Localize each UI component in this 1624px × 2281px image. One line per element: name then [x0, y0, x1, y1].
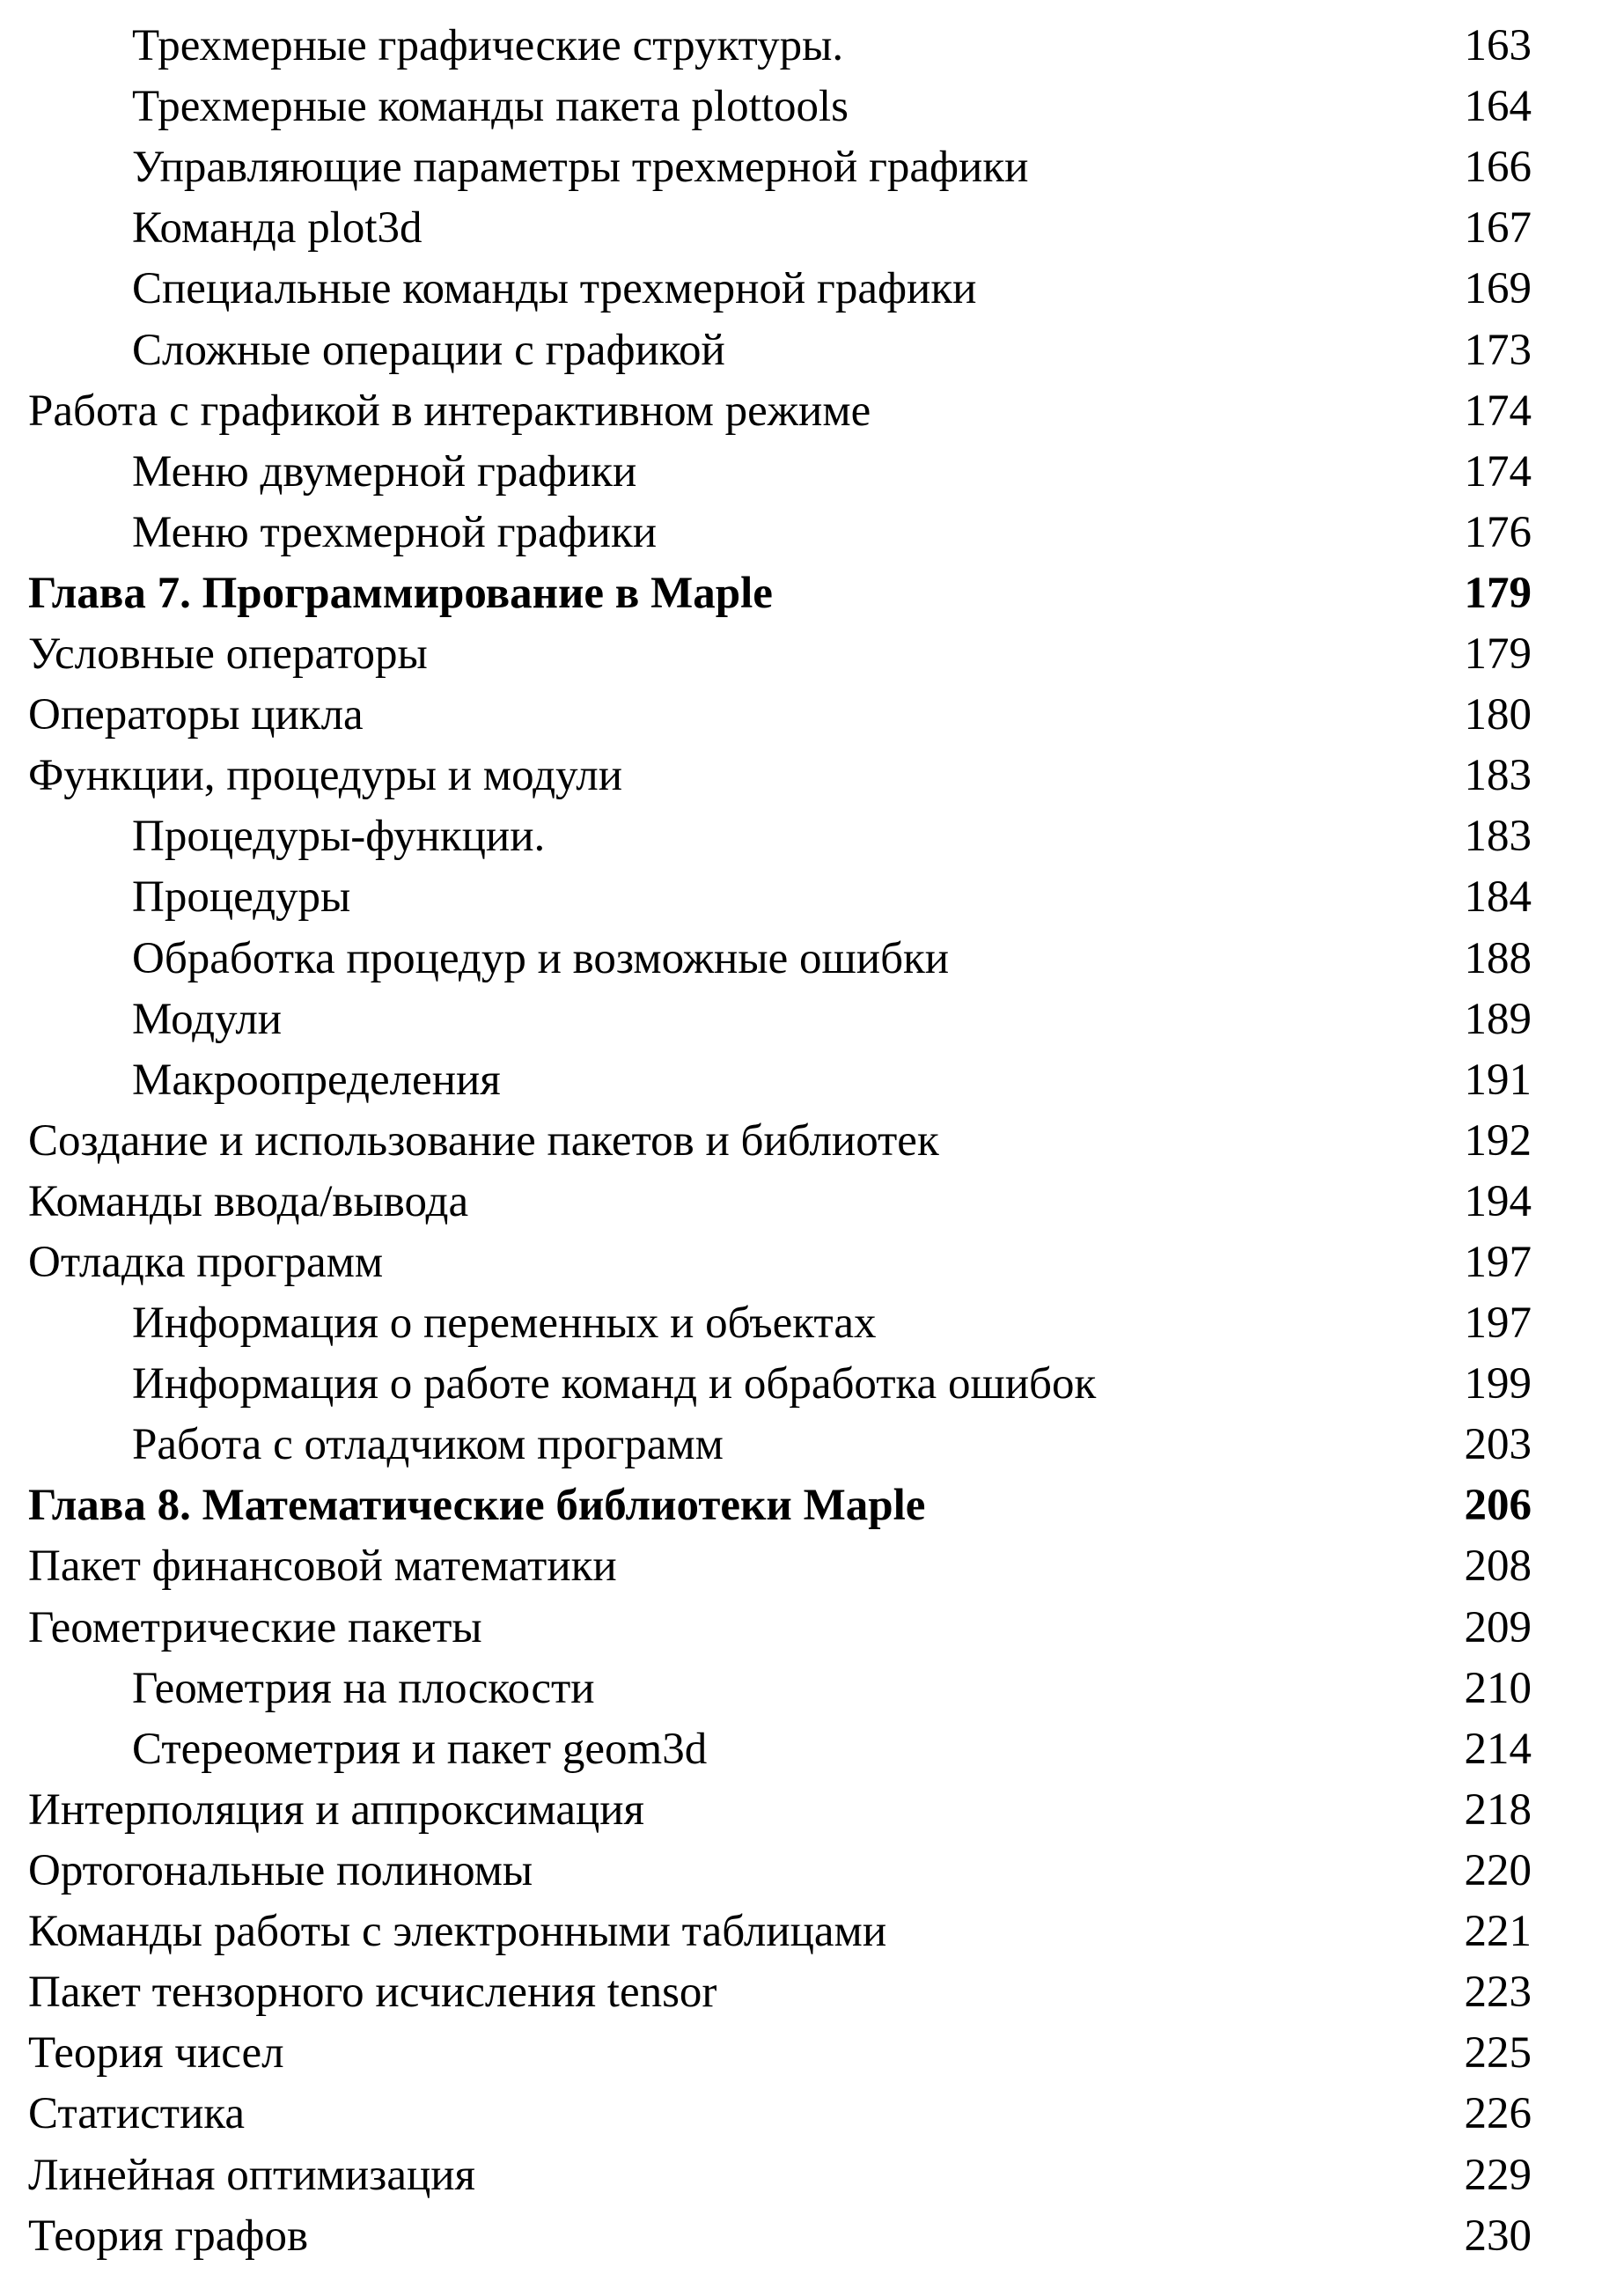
toc-entry-title: Меню двумерной графики — [132, 447, 637, 497]
toc-entry[interactable] — [0, 1841, 1624, 1902]
toc-entry-title: Процедуры-функции. — [132, 812, 546, 861]
toc-entry-title: Геометрия на плоскости — [132, 1664, 595, 1713]
toc-entry-page: 191 — [1464, 1056, 1532, 1105]
toc-entry[interactable] — [0, 1719, 1624, 1780]
toc-entry[interactable] — [0, 137, 1624, 198]
toc-entry-page: 174 — [1464, 447, 1532, 497]
toc-entry[interactable] — [0, 16, 1624, 77]
toc-entry-title: Трехмерные графические структуры. — [132, 21, 844, 70]
toc-entry-page: 225 — [1464, 2028, 1532, 2078]
toc-entry-page: 180 — [1464, 690, 1532, 739]
toc-entry-title: Отладка программ — [28, 1238, 384, 1287]
toc-entry-title: Специальные команды трехмерной графики — [132, 264, 977, 313]
toc-entry-page: 208 — [1464, 1542, 1532, 1591]
toc-entry-title: Создание и использование пакетов и библиотек — [28, 1116, 939, 1166]
toc-entry-page: 188 — [1464, 934, 1532, 983]
toc-entry-title: Команды ввода/вывода — [28, 1177, 469, 1226]
toc-entry-page: 189 — [1464, 995, 1532, 1044]
toc-entry-page: 199 — [1464, 1359, 1532, 1409]
toc-entry[interactable] — [0, 2145, 1624, 2206]
toc-entry-title: Стереометрия и пакет geom3d — [132, 1725, 708, 1774]
toc-entry-title: Теория чисел — [28, 2028, 284, 2078]
toc-entry[interactable] — [0, 2084, 1624, 2145]
toc-entry-page: 179 — [1464, 569, 1532, 618]
toc-entry-page: 214 — [1464, 1725, 1532, 1774]
toc-entry-page: 229 — [1464, 2151, 1532, 2200]
toc-entry[interactable] — [0, 1293, 1624, 1354]
toc-entry-title: Макроопределения — [132, 1056, 501, 1105]
toc-entry[interactable] — [0, 503, 1624, 563]
toc-entry-title: Модули — [132, 995, 283, 1044]
toc-entry-title: Работа с графикой в интерактивном режиме — [28, 386, 871, 436]
toc-entry[interactable] — [0, 1475, 1624, 1536]
toc-entry-page: 220 — [1464, 1846, 1532, 1895]
toc-entry[interactable] — [0, 806, 1624, 867]
toc-entry-title: Сложные операции с графикой — [132, 326, 725, 375]
toc-entry-page: 206 — [1464, 1481, 1532, 1530]
toc-entry[interactable] — [0, 1598, 1624, 1659]
toc-entry[interactable] — [0, 1050, 1624, 1111]
toc-entry-page: 209 — [1464, 1603, 1532, 1652]
toc-entry-page: 230 — [1464, 2211, 1532, 2261]
toc-entry-title: Пакет финансовой математики — [28, 1542, 617, 1591]
toc-entry[interactable] — [0, 1536, 1624, 1597]
toc-entry-page: 210 — [1464, 1664, 1532, 1713]
toc-entry-title: Интерполяция и аппроксимация — [28, 1785, 645, 1835]
toc-entry-title: Глава 8. Математические библиотеки Maple — [28, 1481, 926, 1530]
toc-entry[interactable] — [0, 563, 1624, 624]
toc-entry-page: 179 — [1464, 629, 1532, 679]
toc-entry[interactable] — [0, 624, 1624, 685]
toc-entry-page: 197 — [1464, 1238, 1532, 1287]
toc-entry[interactable] — [0, 990, 1624, 1050]
toc-entry-page: 197 — [1464, 1299, 1532, 1348]
toc-entry-title: Трехмерные команды пакета plottools — [132, 82, 849, 131]
toc-entry[interactable] — [0, 929, 1624, 990]
toc-entry-page: 163 — [1464, 21, 1532, 70]
toc-entry-title: Управляющие параметры трехмерной графики — [132, 143, 1029, 192]
toc-entry-title: Линейная оптимизация — [28, 2151, 476, 2200]
toc-entry-title: Геометрические пакеты — [28, 1603, 482, 1652]
toc-entry-title: Статистика — [28, 2089, 246, 2138]
toc-entry-page: 183 — [1464, 812, 1532, 861]
toc-entry[interactable] — [0, 1354, 1624, 1415]
toc-entry[interactable] — [0, 1415, 1624, 1475]
toc-entry[interactable] — [0, 442, 1624, 503]
toc-entry-title: Информация о переменных и объектах — [132, 1299, 877, 1348]
toc-entry[interactable] — [0, 77, 1624, 137]
toc-entry-page: 167 — [1464, 203, 1532, 253]
toc-entry-page: 183 — [1464, 751, 1532, 800]
toc-entry-page: 192 — [1464, 1116, 1532, 1166]
toc-entry-title: Команда plot3d — [132, 203, 423, 253]
toc-entry-page: 218 — [1464, 1785, 1532, 1835]
toc-entry[interactable] — [0, 1111, 1624, 1172]
toc-entry-title: Пакет тензорного исчисления tensor — [28, 1968, 717, 2017]
toc-entry-title: Работа с отладчиком программ — [132, 1420, 724, 1469]
toc-entry-title: Команды работы с электронными таблицами — [28, 1907, 887, 1956]
toc-entry[interactable] — [0, 259, 1624, 320]
toc-entry-page: 176 — [1464, 508, 1532, 557]
toc-entry[interactable] — [0, 1232, 1624, 1293]
toc-entry[interactable] — [0, 381, 1624, 442]
toc-entry-title: Глава 7. Программирование в Maple — [28, 569, 773, 618]
toc-entry-title: Обработка процедур и возможные ошибки — [132, 934, 950, 983]
toc-entry-page: 164 — [1464, 82, 1532, 131]
toc-entry[interactable] — [0, 1962, 1624, 2023]
toc-entry-page: 194 — [1464, 1177, 1532, 1226]
toc-entry-title: Функции, процедуры и модули — [28, 751, 623, 800]
toc-entry-page: 221 — [1464, 1907, 1532, 1956]
toc-entry-title: Теория графов — [28, 2211, 309, 2261]
toc-entry[interactable] — [0, 2206, 1624, 2267]
toc-entry[interactable] — [0, 1902, 1624, 1962]
toc-entry-title: Условные операторы — [28, 629, 428, 679]
toc-entry-title: Меню трехмерной графики — [132, 508, 658, 557]
toc-entry-page: 166 — [1464, 143, 1532, 192]
toc-entry-title: Операторы цикла — [28, 690, 364, 739]
toc-entry[interactable] — [0, 867, 1624, 928]
toc-entry-page: 223 — [1464, 1968, 1532, 2017]
toc-entry[interactable] — [0, 746, 1624, 806]
toc-entry[interactable] — [0, 2023, 1624, 2084]
toc-entry-title: Ортогональные полиномы — [28, 1846, 533, 1895]
toc-entry[interactable] — [0, 198, 1624, 259]
toc-entry-page: 174 — [1464, 386, 1532, 436]
toc-entry-page: 226 — [1464, 2089, 1532, 2138]
toc-entry[interactable] — [0, 1172, 1624, 1232]
toc-entry[interactable] — [0, 685, 1624, 746]
toc-entry-title: Информация о работе команд и обработка ошибок — [132, 1359, 1097, 1409]
toc-entry[interactable] — [0, 320, 1624, 381]
toc-entry-page: 203 — [1464, 1420, 1532, 1469]
toc-entry-title: Процедуры — [132, 872, 351, 922]
toc-entry-page: 169 — [1464, 264, 1532, 313]
toc-entry-page: 173 — [1464, 326, 1532, 375]
toc-entry[interactable] — [0, 1780, 1624, 1841]
toc-entry-page: 184 — [1464, 872, 1532, 922]
toc-entry[interactable] — [0, 1659, 1624, 1719]
